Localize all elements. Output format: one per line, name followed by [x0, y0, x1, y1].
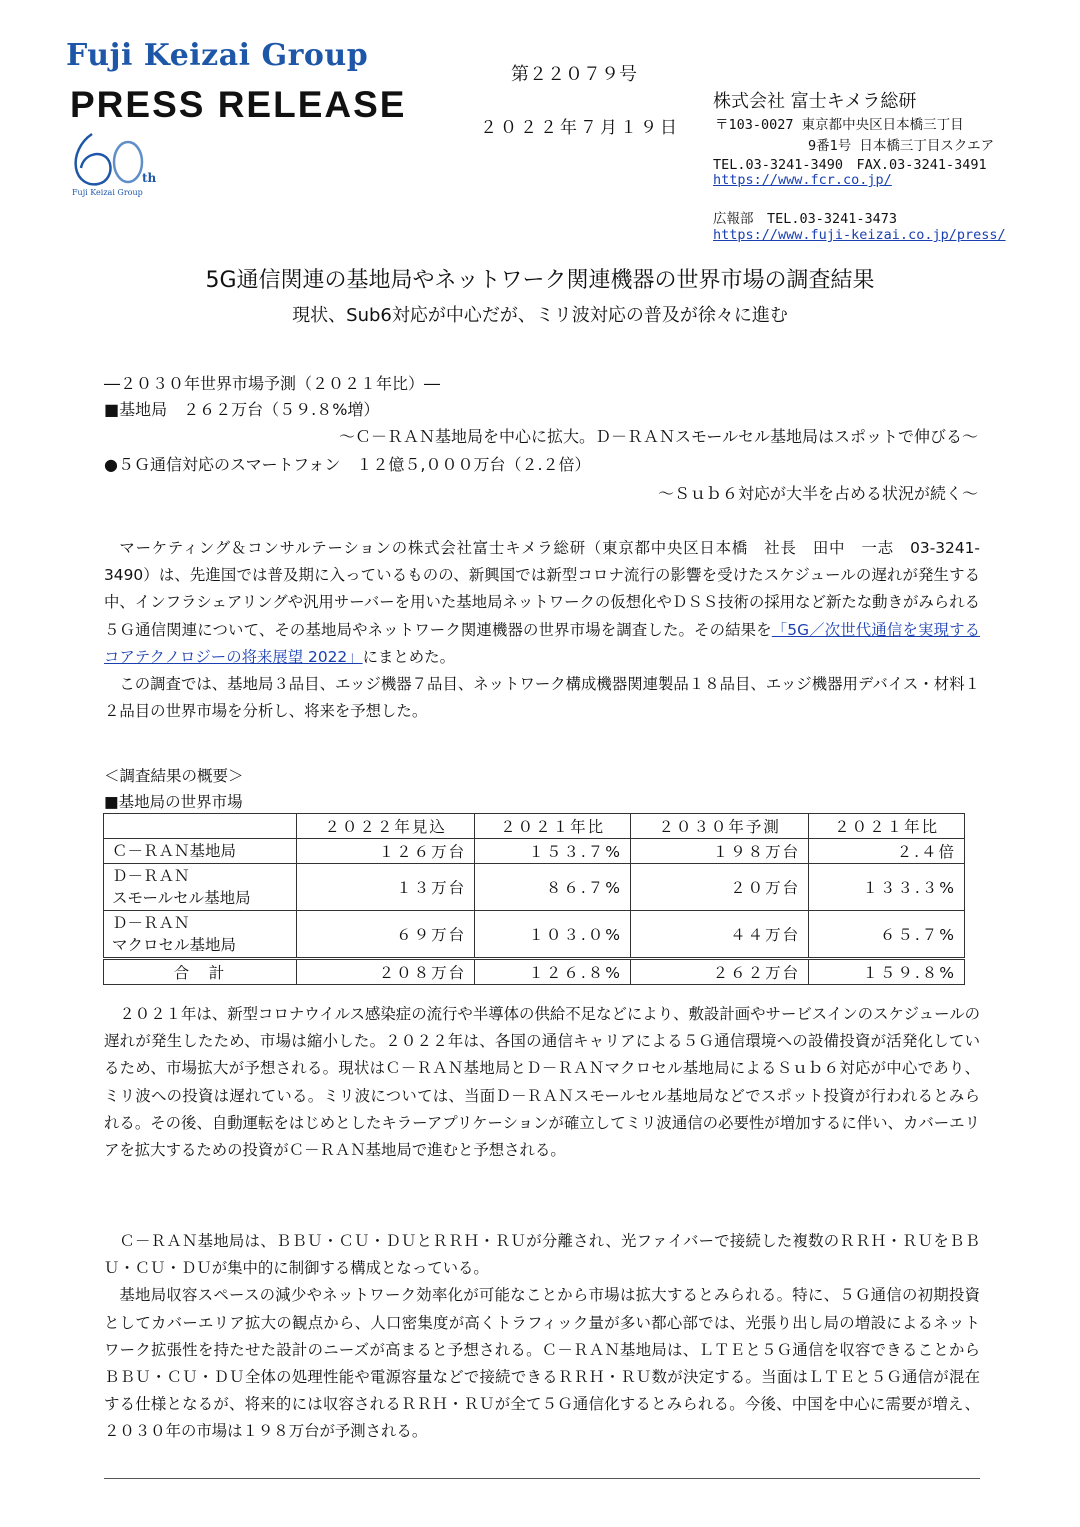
release-date: ２０２２年７月１９日: [480, 118, 680, 138]
brand-name: Fuji Keizai Group: [66, 38, 369, 73]
table-row: [104, 864, 965, 911]
table-cell: １２６万台: [297, 839, 475, 864]
table-cell: １９８万台: [630, 839, 808, 864]
page-subtitle: 現状、Sub6対応が中心だが、ミリ波対応の普及が徐々に進む: [292, 305, 788, 326]
issue-number: 第２２０７９号: [511, 64, 637, 85]
table-header-cell: ２０２２年見込: [297, 814, 475, 839]
table-cell: ４４万台: [630, 911, 808, 959]
address-line-1: 〒103-0027 東京都中央区日本橋三丁目: [715, 117, 964, 133]
highlight-smartphone: ●５Ｇ通信対応のスマートフォン １２億５,０００万台（２.２倍）: [104, 455, 591, 474]
table-cell: １２６.８%: [475, 959, 631, 985]
press-url-link[interactable]: https://www.fuji-keizai.co.jp/press/: [713, 227, 1006, 243]
table-row: [104, 839, 965, 864]
table-cell: ６９万台: [297, 911, 475, 959]
table-header-cell: ２０３０年予測: [630, 814, 808, 839]
row-label: Ｃ－ＲＡＮ基地局: [104, 839, 297, 864]
page-title: 5G通信関連の基地局やネットワーク関連機器の世界市場の調査結果: [205, 268, 875, 293]
table-cell: ８６.７%: [475, 864, 631, 911]
sixty-anniversary-icon: [70, 128, 160, 188]
intro-paragraph-1: マーケティング＆コンサルテーションの株式会社富士キメラ総研（東京都中央区日本橋 社長 田中 一志 03-3241-3490）は、先進国では普及期に入っているものの、新興国では新型コロナ流行の影響を受けたスケジュールの遅れが発生する中、インフラシェアリングや汎用サーバーを用いた基地局ネットワークの仮想化やＤＳＳ技術の採用など新たな動きがみられる５Ｇ通信関連について、その基地局やネットワーク関連機器の世界市場を調査した。その結果を「5G／次世代通信を実現するコアテクノロジーの将来展望 2022」にまとめた。: [104, 539, 981, 666]
table-cell: ２.４倍: [809, 839, 965, 864]
tel-fax: TEL.03-3241-3490 FAX.03-3241-3491: [713, 157, 987, 173]
table-cell: ２６２万台: [630, 959, 808, 985]
body-paragraph-3: ２０２１年は、新型コロナウイルス感染症の流行や半導体の供給不足などにより、敷設計画やサービスインのスケジュールの遅れが発生したため、市場は縮小した。２０２２年は、各国の通信キャリアによる５Ｇ通信環境への設備投資が活発化しているため、市場拡大が予想される。現状はＣ－ＲＡＮ基地局とＤ－ＲＡＮマクロセル基地局によるＳｕｂ６対応が中心であり、ミリ波への投資は遅れている。ミリ波については、当面Ｄ－ＲＡＮスモールセル基地局などでスポット投資が行われるとみられる。その後、自動運転をはじめとしたキラーアプリケーションが確立してミリ波通信の必要性が増加するに伴い、カバーエリアを拡大するための投資がＣ－ＲＡＮ基地局で進むと予想される。: [104, 1005, 980, 1160]
report-title-link[interactable]: 「5G／次世代通信を実現するコアテクノロジーの将来展望 2022」: [104, 620, 981, 666]
base-station-market-table: [103, 813, 965, 985]
table-header-cell: ２０２１年比: [475, 814, 631, 839]
body-section-cran: [104, 1228, 980, 1446]
footer-divider: [104, 1478, 980, 1479]
company-url-link[interactable]: https://www.fcr.co.jp/: [713, 172, 892, 188]
highlight-base-station-note: ～Ｃ－ＲＡＮ基地局を中心に拡大。Ｄ－ＲＡＮスモールセル基地局はスポットで伸びる～: [338, 427, 978, 446]
table-cell: ６５.７%: [809, 911, 965, 959]
row-label: Ｄ－ＲＡＮ マクロセル基地局: [104, 911, 297, 959]
highlight-base-station: ■基地局 ２６２万台（５９.８%増）: [104, 400, 380, 419]
body-section-market: [104, 1001, 980, 1164]
summary-heading: ＜調査結果の概要＞: [104, 767, 244, 785]
forecast-heading: ―２０３０年世界市場予測（２０２１年比）―: [104, 374, 441, 393]
company-name: 株式会社 富士キメラ総研: [713, 91, 917, 112]
highlight-smartphone-note: ～Ｓｕｂ６対応が大半を占める状況が続く～: [657, 484, 978, 503]
logo-caption: Fuji Keizai Group: [72, 188, 143, 197]
address-line-2: 9番1号 日本橋三丁目スクエア: [808, 138, 995, 154]
table-heading: ■基地局の世界市場: [104, 793, 243, 811]
svg-text:th: th: [142, 171, 157, 185]
table-cell: １３３.３%: [809, 864, 965, 911]
table-cell: １５９.８%: [809, 959, 965, 985]
table-total-row: [104, 959, 965, 985]
table-header-cell: [104, 814, 297, 839]
table-header-cell: ２０２１年比: [809, 814, 965, 839]
table-cell: ２０万台: [630, 864, 808, 911]
intro-paragraph-2: この調査では、基地局３品目、エッジ機器７品目、ネットワーク構成機器関連製品１８品目、エッジ機器用デバイス・材料１２品目の世界市場を分析し、将来を予想した。: [104, 675, 980, 721]
body-paragraph-5: 基地局収容スペースの減少やネットワーク効率化が可能なことから市場は拡大するとみられる。特に、５Ｇ通信の初期投資としてカバーエリア拡大の観点から、人口密集度が高くトラフィック量が多い都心部では、光張り出し局の増設によるネットワーク拡張性を持たせた設計のニーズが高まると予想される。Ｃ－ＲＡＮ基地局は、ＬＴＥと５Ｇ通信を収容できることからＢＢＵ・ＣＵ・ＤＵ全体の処理性能や電源容量などで接続できるＲＲＨ・ＲＵ数が決定する。当面はＬＴＥと５Ｇ通信が混在する仕様となるが、将来的には収容されるＲＲＨ・ＲＵが全て５Ｇ通信化するとみられる。今後、中国を中心に需要が増え、２０３０年の市場は１９８万台が予測される。: [104, 1286, 980, 1441]
table-cell: １３万台: [297, 864, 475, 911]
table-cell: １０３.０%: [475, 911, 631, 959]
pr-department-tel: 広報部 TEL.03-3241-3473: [713, 211, 898, 227]
body-paragraph-4: Ｃ－ＲＡＮ基地局は、ＢＢＵ・ＣＵ・ＤＵとＲＲＨ・ＲＵが分離され、光ファイバーで接続した複数のＲＲＨ・ＲＵをＢＢＵ・ＣＵ・ＤＵが集中的に制御する構成となっている。: [104, 1232, 980, 1278]
table-header-row: [104, 814, 965, 839]
table-cell: ２０８万台: [297, 959, 475, 985]
press-release-title: PRESS RELEASE: [70, 84, 407, 125]
anniversary-logo: [70, 128, 160, 200]
table-row: [104, 911, 965, 959]
row-label: Ｄ－ＲＡＮ スモールセル基地局: [104, 864, 297, 911]
table-cell: １５３.７%: [475, 839, 631, 864]
intro-section: [104, 535, 980, 725]
total-label: 合 計: [104, 959, 297, 985]
